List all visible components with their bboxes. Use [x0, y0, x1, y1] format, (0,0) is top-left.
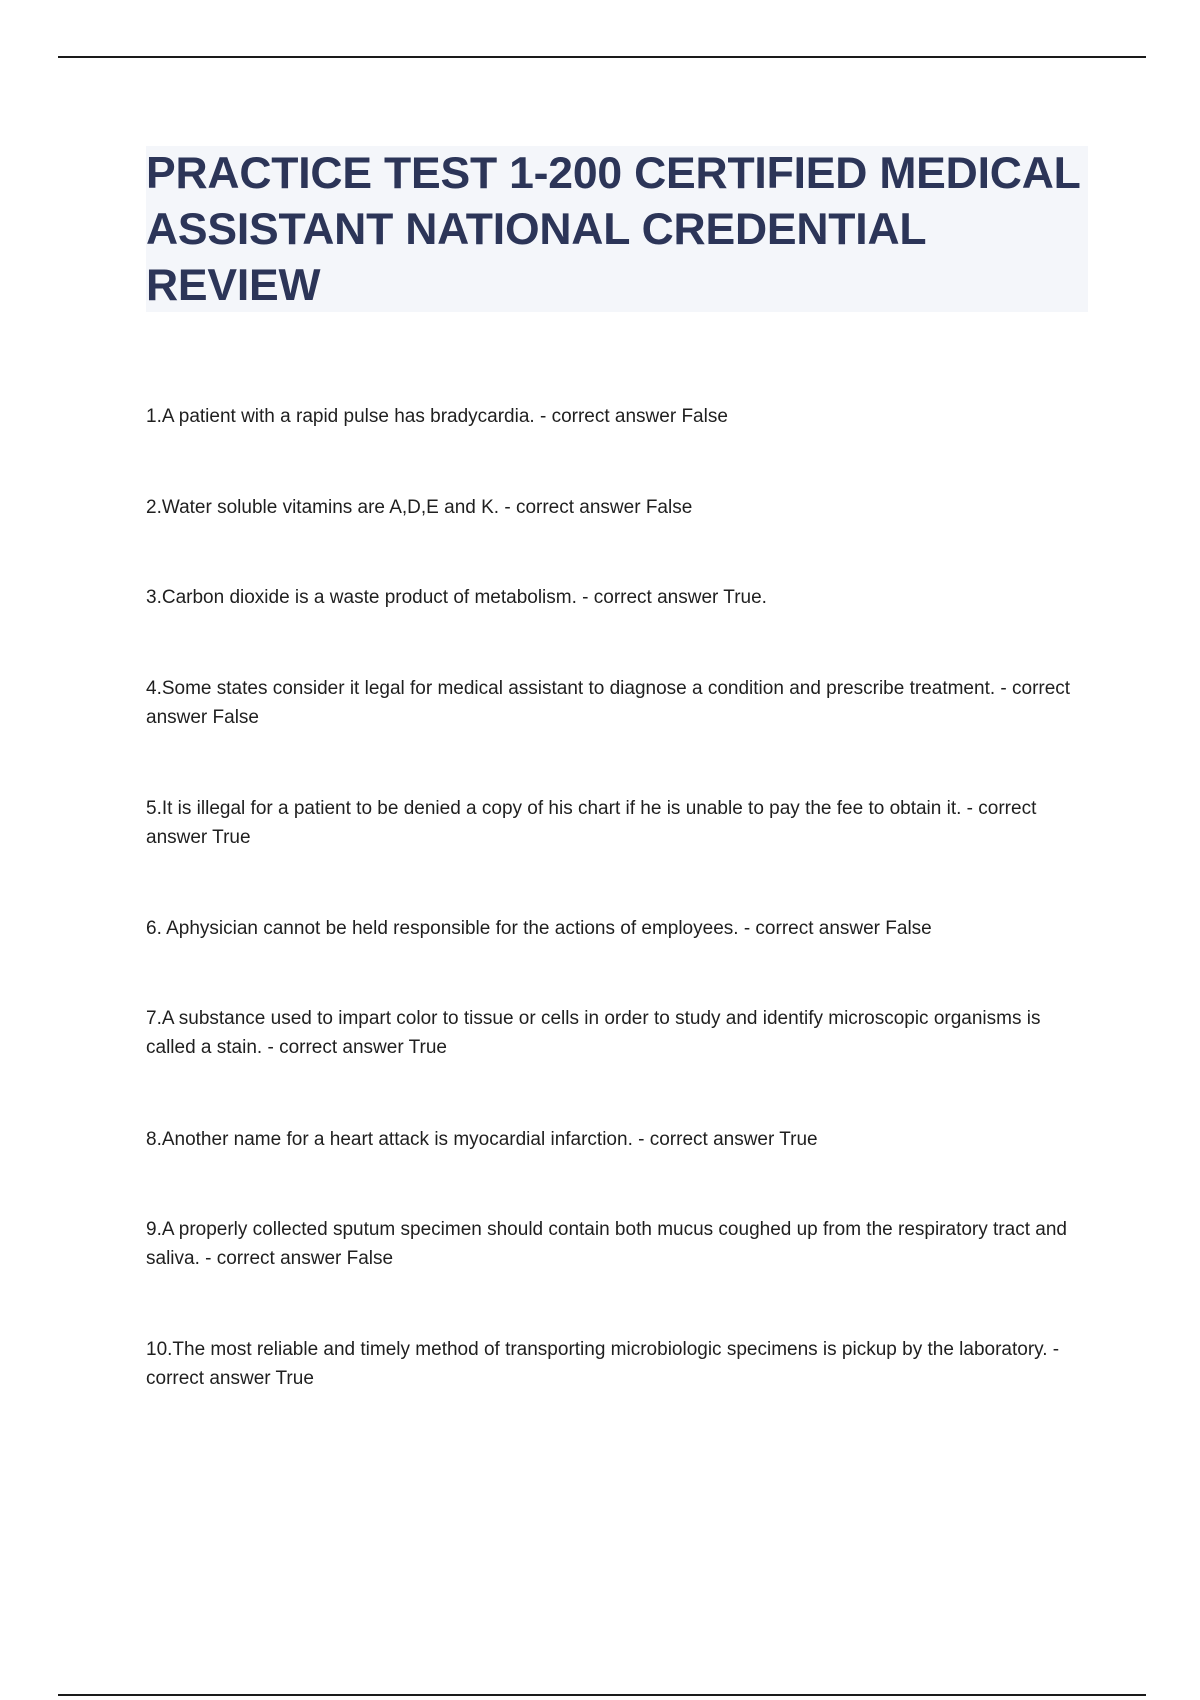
question-item-10: 10.The most reliable and timely method of transporting microbiologic specimens is pickup by the laboratory. - correct answer True: [146, 1339, 1060, 1389]
question-item-1: 1.A patient with a rapid pulse has bradycardia. - correct answer False: [146, 406, 728, 427]
question-item-3: 3.Carbon dioxide is a waste product of metabolism. - correct answer True.: [146, 587, 767, 608]
question-item-7: 7.A substance used to impart color to tissue or cells in order to study and identify microscopic organisms is called a stain. - correct answer True: [146, 1008, 1041, 1058]
title-block: [146, 146, 1088, 312]
question-item-4: 4.Some states consider it legal for medical assistant to diagnose a condition and prescribe treatment. - correct answer False: [146, 678, 1071, 728]
question-item-5: 5.It is illegal for a patient to be denied a copy of his chart if he is unable to pay the fee to obtain it. - correct answer True: [146, 798, 1037, 848]
question-item-9: 9.A properly collected sputum specimen should contain both mucus coughed up from the respiratory tract and saliva. - correct answer False: [146, 1219, 1067, 1269]
question-item-2: 2.Water soluble vitamins are A,D,E and K. - correct answer False: [146, 497, 693, 518]
question-item-6: 6. Aphysician cannot be held responsible for the actions of employees. - correct answer False: [146, 918, 932, 939]
top-rule: [58, 56, 1146, 58]
question-item-8: 8.Another name for a heart attack is myocardial infarction. - correct answer True: [146, 1129, 818, 1150]
document-title: PRACTICE TEST 1-200 CERTIFIED MEDICAL ASSISTANT NATIONAL CREDENTIAL REVIEW: [146, 149, 1080, 310]
bottom-rule: [58, 1694, 1146, 1696]
